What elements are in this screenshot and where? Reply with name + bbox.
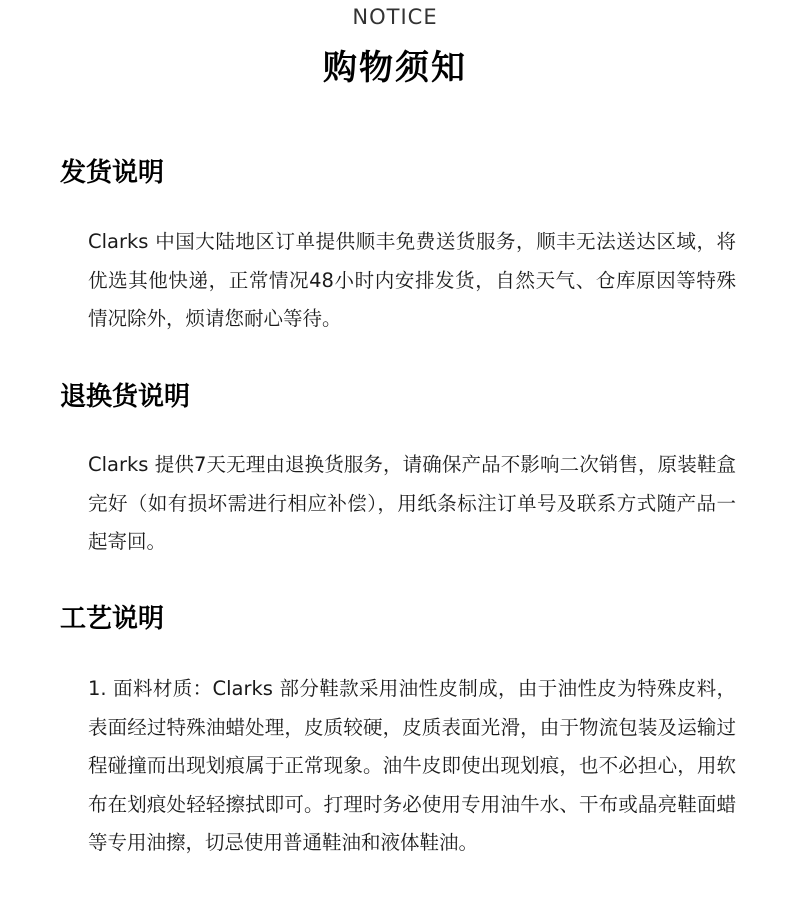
section-heading-returns: 退换货说明 bbox=[60, 382, 191, 412]
section-heading-craft: 工艺说明 bbox=[60, 604, 165, 634]
notice-label: NOTICE bbox=[352, 5, 438, 29]
section-body-craft: 1. 面料材质：Clarks 部分鞋款采用油性皮制成，由于油性皮为特殊皮料，表面经过特殊油蜡处理，皮质较硬，皮质表面光滑，由于物流包装及运输过程碰撞而出现划痕属于正常现象。油牛皮即使出现划痕，也不必担心，用软布在划痕处轻轻擦拭即可。打理时务必使用专用油牛水、干布或晶亮鞋面蜡等专用油擦，切忌使用普通鞋油和液体鞋油。 bbox=[88, 677, 736, 854]
section-heading-shipping: 发货说明 bbox=[60, 158, 165, 188]
section-body-shipping: Clarks 中国大陆地区订单提供顺丰免费送货服务，顺丰无法送达区域，将优选其他快递，正常情况48小时内安排发货，自然天气、仓库原因等特殊情况除外，烦请您耐心等待。 bbox=[88, 230, 736, 330]
page-title: 购物须知 bbox=[323, 48, 467, 88]
section-body-returns: Clarks 提供7天无理由退换货服务，请确保产品不影响二次销售，原装鞋盒完好（如有损坏需进行相应补偿），用纸条标注订单号及联系方式随产品一起寄回。 bbox=[88, 453, 736, 553]
